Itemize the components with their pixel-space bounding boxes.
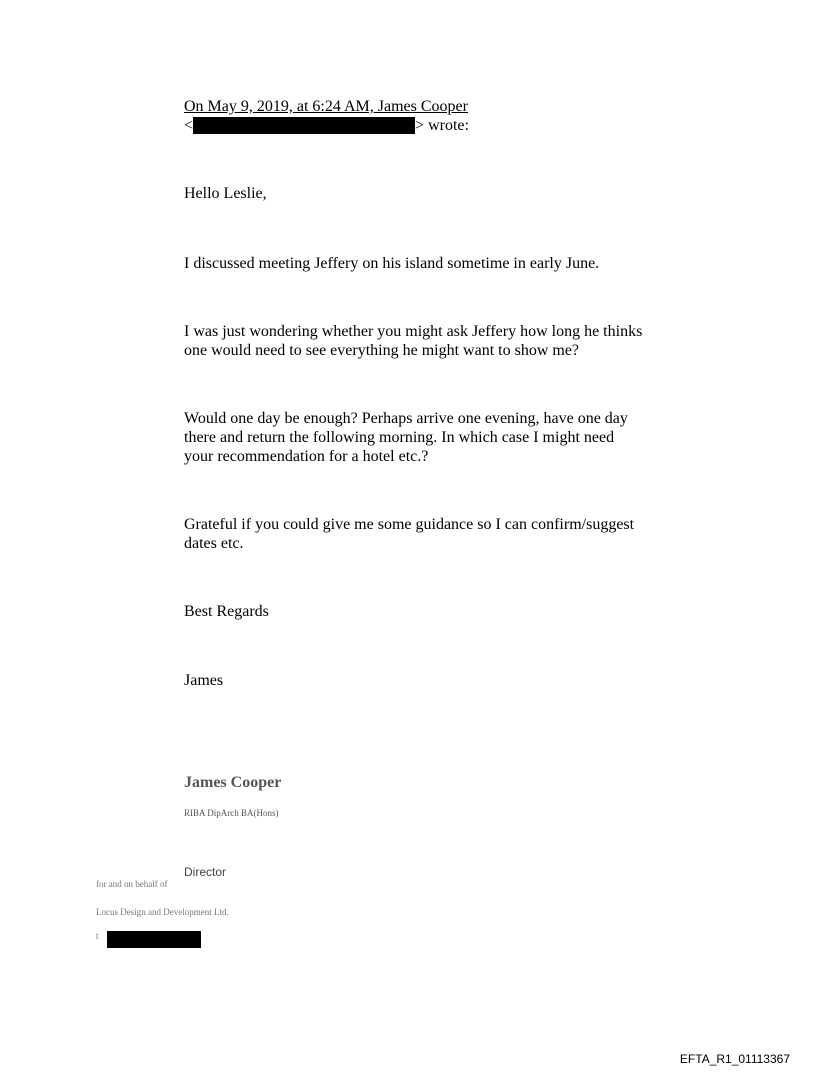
signature-title: Director xyxy=(184,865,227,879)
email-header-sender-address xyxy=(184,116,469,135)
body-paragraph-4: Grateful if you could give me some guidance so I can confirm/suggest dates etc. xyxy=(184,516,635,552)
email-header-line: On May 9, 2019, at 6:24 AM, James Cooper xyxy=(184,98,468,115)
signature-company: Locus Design and Development Ltd. xyxy=(96,907,229,917)
signature-phone-label: t xyxy=(96,931,99,941)
signature-name: James Cooper xyxy=(184,774,282,791)
closing-paragraph: Best Regards xyxy=(184,603,269,620)
wrote-label: wrote: xyxy=(424,117,469,134)
redacted-email-block xyxy=(193,117,415,134)
signature-behalf: for and on behalf of xyxy=(96,879,168,889)
sender-first-name: James xyxy=(184,672,224,689)
body-paragraph-3: Would one day be enough? Perhaps arrive one evening, have one day there and return the following morning. In which case I might need your recommendation for a hotel etc.? xyxy=(184,410,628,465)
body-paragraph-1: I discussed meeting Jeffery on his island sometime in early June. xyxy=(184,255,600,272)
signature-qualifications: RIBA DipArch BA(Hons) xyxy=(184,808,279,818)
greeting-paragraph: Hello Leslie, xyxy=(184,185,267,202)
document-id: EFTA_R1_01113367 xyxy=(679,1052,790,1066)
open-bracket: < xyxy=(184,117,194,134)
body-paragraph-2: I was just wondering whether you might ask Jeffery how long he thinks one would need to see everything he might want to show me? xyxy=(184,323,643,359)
redacted-phone-block xyxy=(107,931,201,948)
close-bracket: > xyxy=(415,117,425,134)
